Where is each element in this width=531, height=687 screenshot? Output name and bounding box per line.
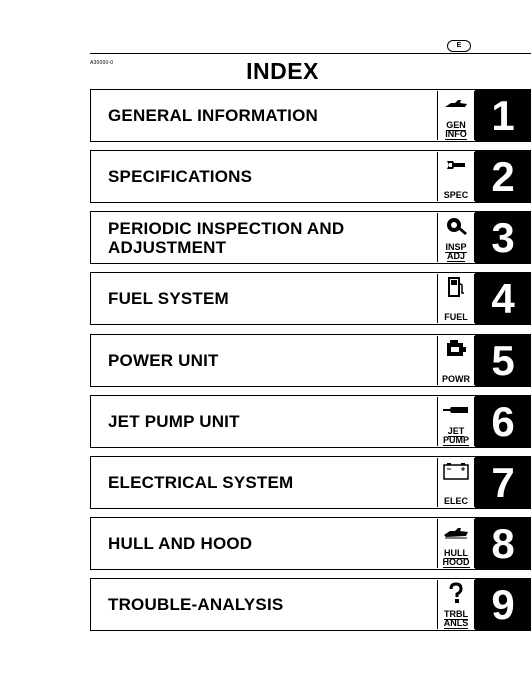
header-rule: [90, 53, 531, 54]
section-label: PERIODIC INSPECTION AND ADJUSTMENT: [108, 218, 345, 257]
section-label: ELECTRICAL SYSTEM: [108, 473, 294, 492]
inspection-tool-icon: [438, 215, 474, 237]
section-number: 1: [475, 89, 531, 142]
section-abbr: JET PUMP: [442, 426, 469, 445]
document-code: A30000-0: [90, 60, 114, 66]
section-tab: [437, 91, 475, 140]
section-label: HULL AND HOOD: [108, 534, 253, 553]
section-tab: [437, 336, 475, 385]
engine-icon: [438, 338, 474, 360]
section-label: FUEL SYSTEM: [108, 289, 229, 308]
jet-pump-icon: [438, 399, 474, 421]
section-tab: [437, 397, 475, 446]
language-badge: E: [447, 40, 471, 52]
section-abbr: POWR: [442, 374, 470, 384]
index-row-specifications[interactable]: [90, 150, 531, 203]
section-label: POWER UNIT: [108, 351, 219, 370]
section-label: TROUBLE-ANALYSIS: [108, 595, 284, 614]
section-number: 8: [475, 517, 531, 570]
index-row-electrical-system[interactable]: [90, 456, 531, 509]
battery-icon: [438, 460, 474, 482]
section-number: 5: [475, 334, 531, 387]
section-number: 9: [475, 578, 531, 631]
section-tab: [437, 213, 475, 262]
section-number: 6: [475, 395, 531, 448]
index-row-power-unit[interactable]: [90, 334, 531, 387]
section-abbr: GEN INFO: [445, 120, 467, 139]
section-tab: [437, 580, 475, 629]
section-number: 7: [475, 456, 531, 509]
section-label: SPECIFICATIONS: [108, 167, 253, 186]
page-title: INDEX: [246, 58, 319, 84]
section-abbr: SPEC: [443, 190, 469, 200]
section-number: 3: [475, 211, 531, 264]
index-row-jet-pump-unit[interactable]: [90, 395, 531, 448]
index-row-trouble-analysis[interactable]: [90, 578, 531, 631]
hull-icon: [438, 521, 474, 543]
section-tab: [437, 274, 475, 323]
section-abbr: HULL HOOD: [442, 548, 470, 567]
index-row-general-information[interactable]: [90, 89, 531, 142]
watercraft-icon: [438, 93, 474, 115]
index-row-fuel-system[interactable]: [90, 272, 531, 325]
index-row-hull-and-hood[interactable]: [90, 517, 531, 570]
fuel-pump-icon: [438, 276, 474, 298]
section-number: 2: [475, 150, 531, 203]
section-tab: [437, 152, 475, 201]
wrench-icon: [438, 154, 474, 176]
section-abbr: INSP ADJ: [445, 242, 467, 261]
section-abbr: TRBL ANLS: [443, 609, 469, 628]
question-mark-icon: [438, 582, 474, 604]
index-row-periodic-inspection[interactable]: [90, 211, 531, 264]
section-tab: [437, 519, 475, 568]
section-label: JET PUMP UNIT: [108, 412, 240, 431]
section-tab: [437, 458, 475, 507]
section-number: 4: [475, 272, 531, 325]
section-abbr: ELEC: [443, 496, 468, 506]
section-label: GENERAL INFORMATION: [108, 106, 318, 125]
section-abbr: FUEL: [444, 312, 468, 322]
